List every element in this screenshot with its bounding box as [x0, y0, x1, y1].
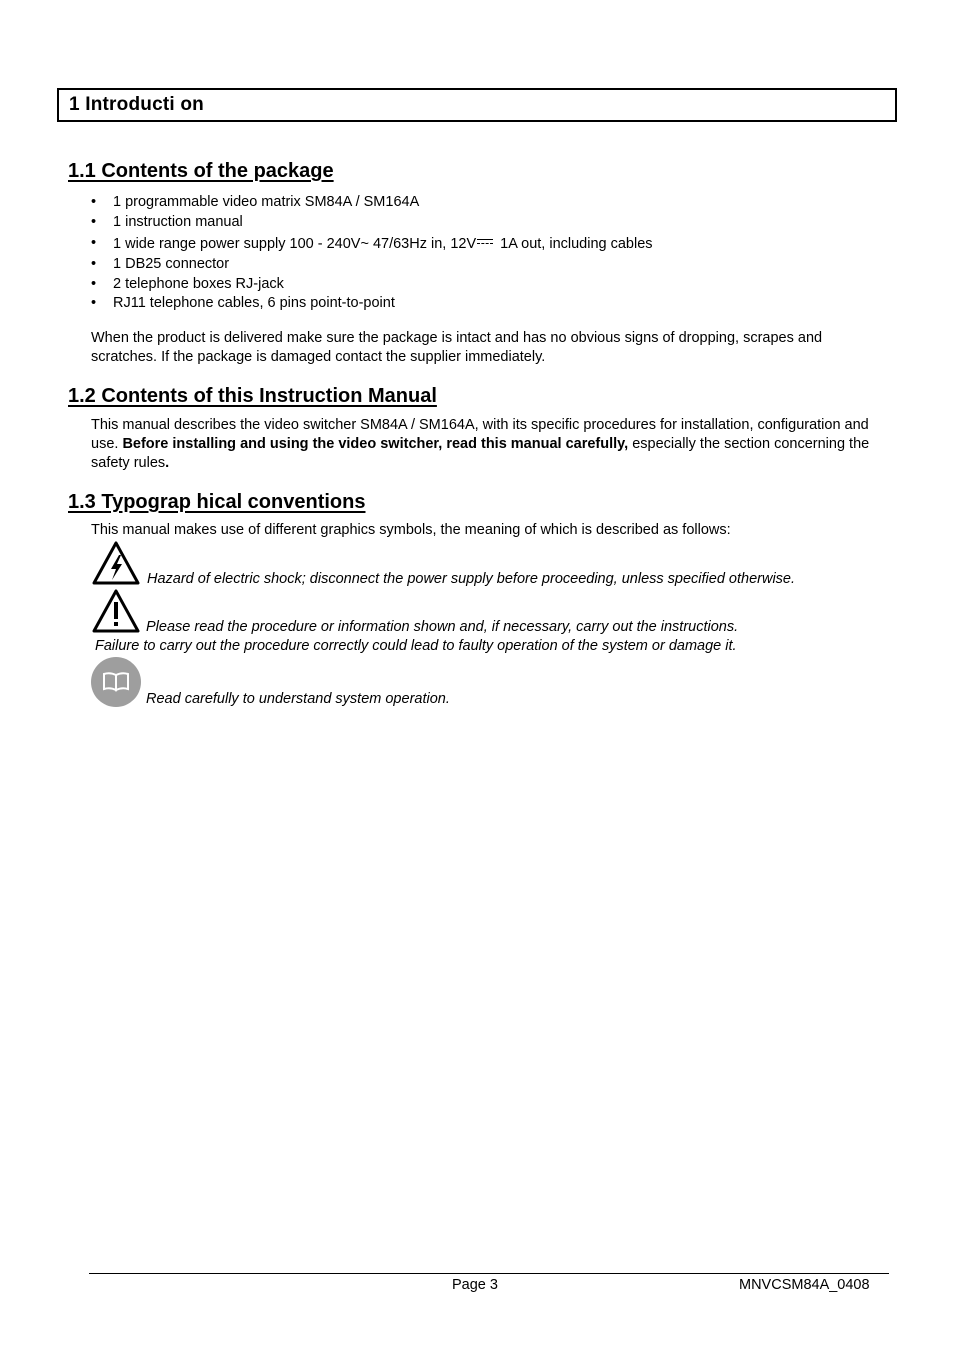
- power-supply-text-in: 1 wide range power supply 100 - 240V~ 47/63Hz in, 12V: [113, 236, 477, 252]
- read-carefully-book-icon: [90, 656, 142, 708]
- package-contents-list: [91, 193, 653, 314]
- list-item: [91, 232, 653, 255]
- conventions-intro: This manual makes use of different graphics symbols, the meaning of which is described as follows:: [91, 522, 731, 538]
- section-title-package: 1.1 Contents of the package: [68, 160, 334, 182]
- shock-note: Hazard of electric shock; disconnect the power supply before proceeding, unless specified otherwise.: [147, 571, 796, 587]
- chapter-title: 1 Introducti on: [69, 94, 204, 115]
- electric-shock-warning-icon: [91, 540, 141, 586]
- delivery-note: When the product is delivered make sure the package is intact and has no obvious signs of dropping, scrapes and scratches. If the package is damaged contact the supplier immediately.: [91, 330, 823, 365]
- list-item: • 1 DB25 connector: [91, 255, 653, 275]
- caution-warning-icon: [91, 588, 141, 634]
- caution-note-line1: Please read the procedure or information shown and, if necessary, carry out the instructions.: [146, 619, 739, 635]
- list-item: • 1 programmable video matrix SM84A / SM164A: [91, 193, 653, 213]
- list-item: • 2 telephone boxes RJ-jack: [91, 275, 653, 295]
- caution-note-line2: Failure to carry out the procedure correctly could lead to faulty operation of the system or damage it.: [95, 638, 737, 654]
- document-code: MNVCSM84A_0408: [739, 1277, 870, 1293]
- footer-divider: [89, 1273, 889, 1274]
- manual-description: This manual describes the video switcher SM84A / SM164A, with its specific procedures for installation, configuration and use. Before installing and using the video switcher, read this manual carefully, especially the section concerning the safety rules.: [91, 417, 870, 471]
- list-item: • RJ11 telephone cables, 6 pins point-to-point: [91, 294, 653, 314]
- power-supply-text-out: 1A out, including cables: [496, 236, 653, 252]
- section-title-conventions: 1.3 Typograp hical conventions: [68, 491, 366, 513]
- section-title-manual: 1.2 Contents of this Instruction Manual: [68, 385, 437, 407]
- page-number: Page 3: [452, 1277, 498, 1293]
- read-note: Read carefully to understand system operation.: [146, 691, 450, 707]
- list-item: • 1 instruction manual: [91, 213, 653, 233]
- chapter-header-box: [57, 88, 897, 122]
- dc-current-icon: [477, 238, 493, 246]
